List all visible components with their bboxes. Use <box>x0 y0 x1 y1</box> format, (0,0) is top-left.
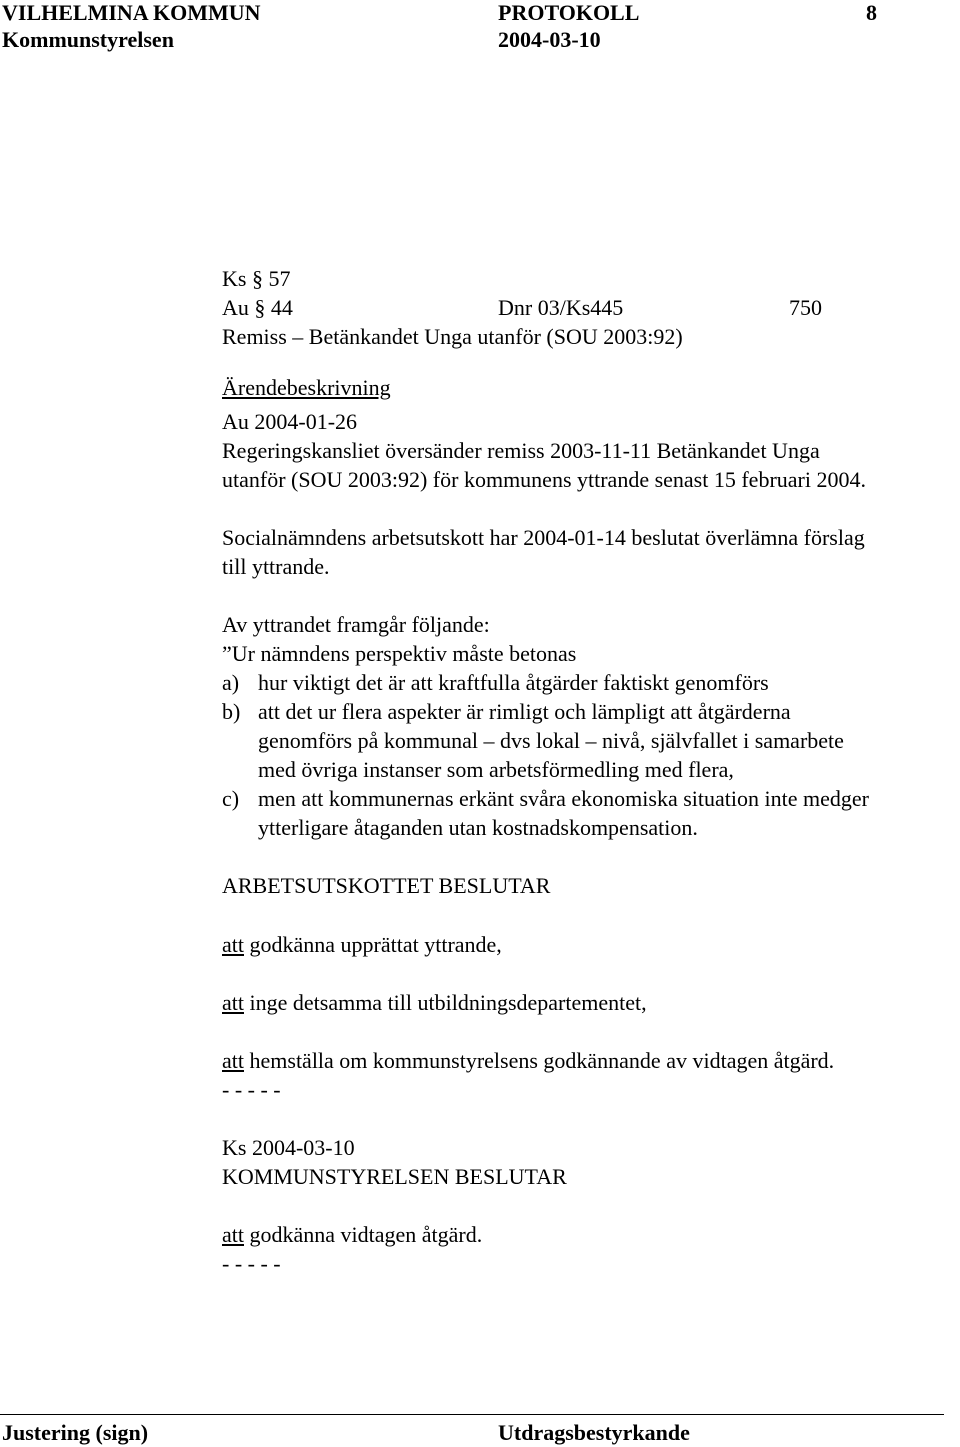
committee-name: Kommunstyrelsen <box>2 27 174 52</box>
ks-date: Ks 2004-03-10 <box>222 1135 355 1160</box>
ks-decision-heading: KOMMUNSTYRELSEN BESLUTAR <box>222 1164 567 1189</box>
section-separator: - - - - - <box>222 1077 281 1102</box>
au-paragraph: Au § 44 <box>222 295 293 320</box>
list-item-text: hur viktigt det är att kraftfulla åtgärder faktiskt genomförs <box>258 670 769 695</box>
list-item-label: b) <box>222 699 241 724</box>
decision-line <box>222 988 647 1017</box>
decision-text: godkänna upprättat yttrande, <box>244 932 502 957</box>
description-paragraph-line: Regeringskansliet översänder remiss 2003-11-11 Betänkandet Unga <box>222 438 820 463</box>
description-heading: Ärendebeskrivning <box>222 375 391 400</box>
meeting-date: 2004-03-10 <box>498 27 601 52</box>
decision-line <box>222 1220 482 1249</box>
page-number: 8 <box>866 0 877 25</box>
decision-text: inge detsamma till utbildningsdepartementet, <box>244 990 647 1015</box>
att-word: att <box>222 932 244 957</box>
decision-text: godkänna vidtagen åtgärd. <box>244 1222 483 1247</box>
description-paragraph-line: till yttrande. <box>222 554 330 579</box>
list-item-text: ytterligare åtaganden utan kostnadskompensation. <box>258 815 698 840</box>
municipality-name: VILHELMINA KOMMUN <box>2 0 261 25</box>
statement-intro: Av yttrandet framgår följande: <box>222 612 490 637</box>
list-item-text: med övriga instanser som arbetsförmedling med flera, <box>258 757 734 782</box>
decision-line <box>222 930 502 959</box>
statement-quote: ”Ur nämndens perspektiv måste betonas <box>222 641 577 666</box>
list-item-text: men att kommunernas erkänt svåra ekonomiska situation inte medger <box>258 786 869 811</box>
document-type: PROTOKOLL <box>498 0 640 25</box>
description-paragraph-line: utanför (SOU 2003:92) för kommunens yttrande senast 15 februari 2004. <box>222 467 866 492</box>
att-word: att <box>222 990 244 1015</box>
list-item-label: c) <box>222 786 240 811</box>
footer-rule <box>0 1414 944 1415</box>
case-title: Remiss – Betänkandet Unga utanför (SOU 2003:92) <box>222 324 683 349</box>
ks-paragraph: Ks § 57 <box>222 266 291 291</box>
au-decision-heading: ARBETSUTSKOTTET BESLUTAR <box>222 873 551 898</box>
signature-label: Justering (sign) <box>2 1420 149 1445</box>
au-date: Au 2004-01-26 <box>222 409 358 434</box>
list-item-text: att det ur flera aspekter är rimligt och lämpligt att åtgärderna <box>258 699 791 724</box>
section-separator: - - - - - <box>222 1251 281 1276</box>
description-paragraph-line: Socialnämndens arbetsutskott har 2004-01-14 beslutat överlämna förslag <box>222 525 865 550</box>
list-item-text: genomförs på kommunal – dvs lokal – nivå, självfallet i samarbete <box>258 728 844 753</box>
att-word: att <box>222 1222 244 1247</box>
certification-label: Utdragsbestyrkande <box>498 1420 690 1445</box>
diary-number: Dnr 03/Ks445 <box>498 295 624 320</box>
att-word: att <box>222 1048 244 1073</box>
case-code: 750 <box>789 295 822 320</box>
list-item-label: a) <box>222 670 240 695</box>
decision-line <box>222 1046 834 1075</box>
decision-text: hemställa om kommunstyrelsens godkännande av vidtagen åtgärd. <box>244 1048 835 1073</box>
